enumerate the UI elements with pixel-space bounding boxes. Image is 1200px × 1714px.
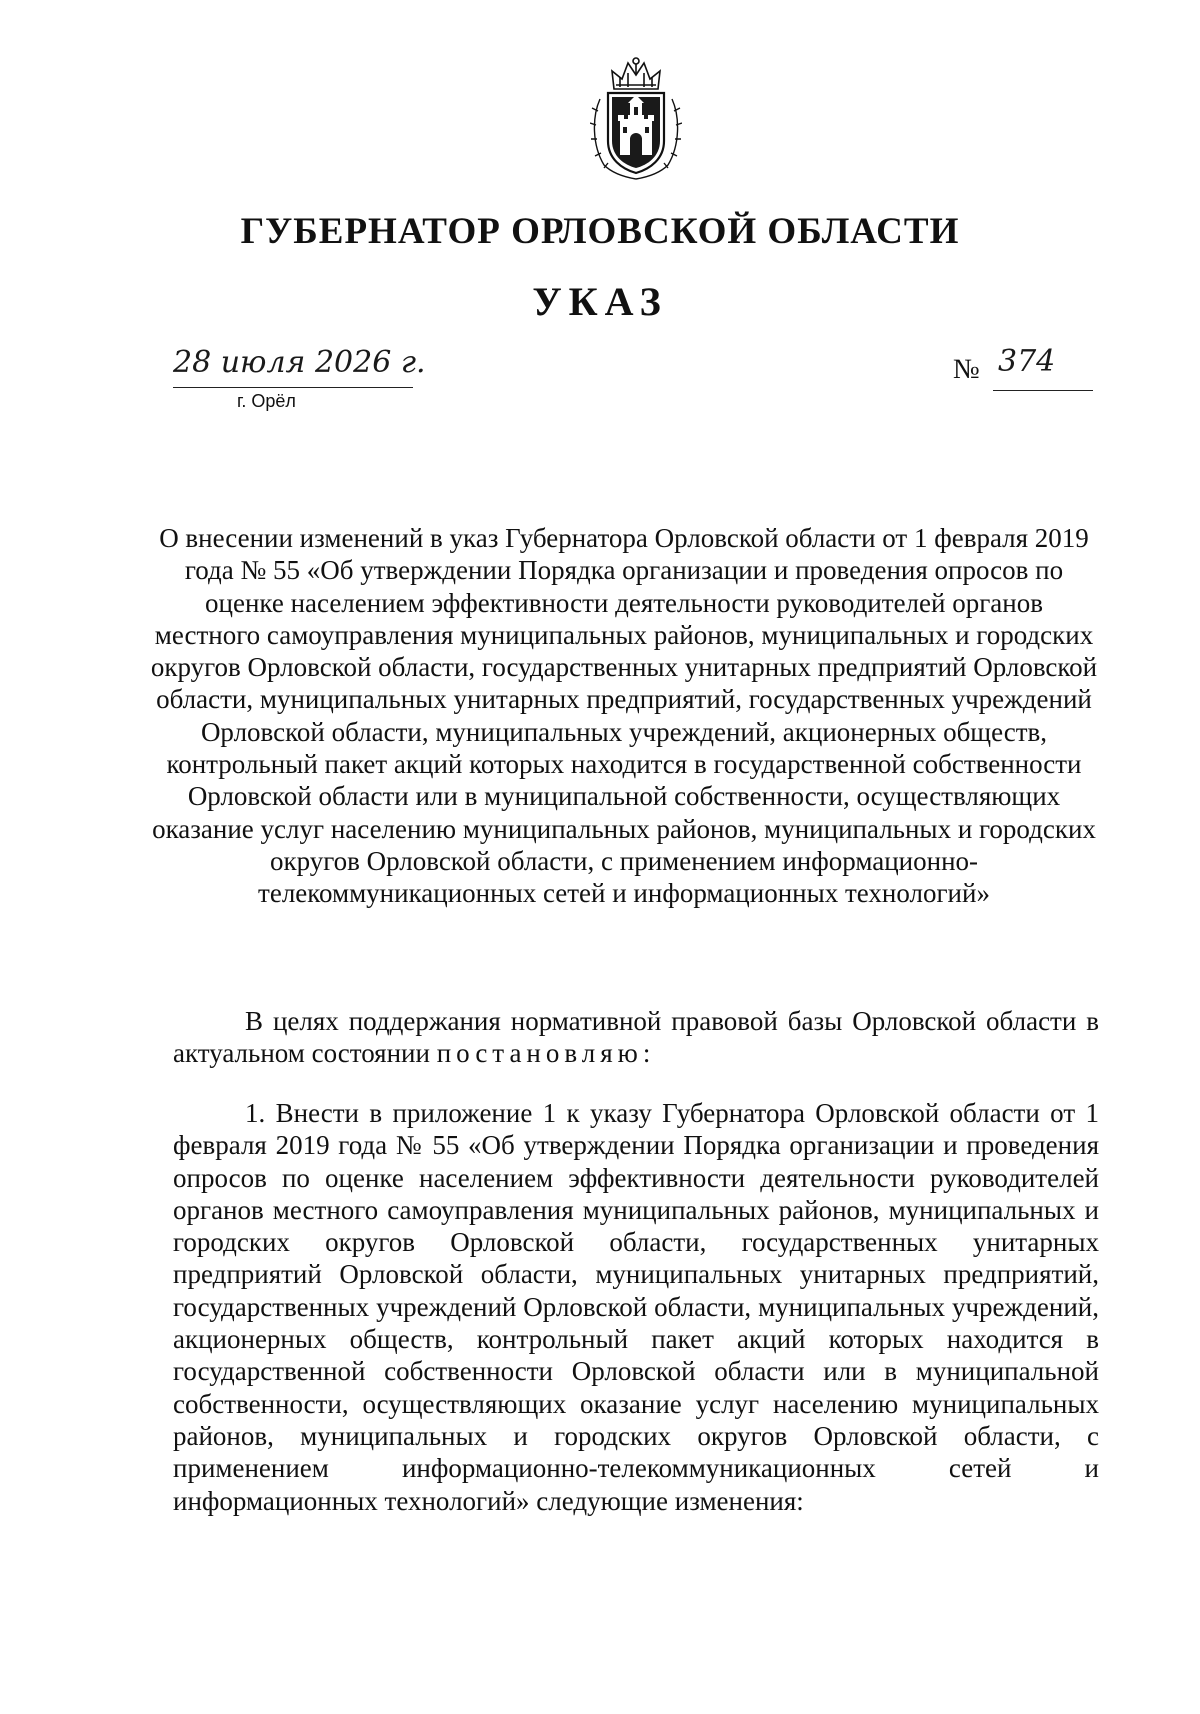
issuing-authority: ГУБЕРНАТОР ОРЛОВСКОЙ ОБЛАСТИ (240, 211, 960, 252)
handwritten-number: 374 (998, 344, 1056, 379)
number-block (953, 344, 1103, 396)
number-sign: № (953, 354, 980, 385)
place-of-issue: г. Орёл (237, 391, 296, 411)
preamble-text: В целях поддержания нормативной правовой базы Орловской области в актуальном состоянии (173, 1006, 1099, 1069)
number-underline (993, 390, 1093, 391)
coat-of-arms-icon (590, 55, 682, 181)
decree-colon: : (642, 1038, 651, 1069)
item-1-paragraph: 1. Внести в приложение 1 к указу Губернатора Орловской области от 1 февраля 2019 года № 55 «Об утверждении Порядка организации и проведения опросов по оценке населением эффективности деятельности руководителей органов местного самоуправления муниципальных районов, муниципальных и городских округов Орловской области, государственных унитарных предприятий Орловской области, муниципальных унитарных предприятий, государственных учреждений Орловской области, муниципальных учреждений, акционерных обществ, контрольный пакет акций которых находится в государственной собственности Орловской области или в муниципальной собственности, осуществляющих оказание услуг населению муниципальных районов, муниципальных и городских округов Орловской области, с применением информационно-телекоммуникационных сетей и информационных технологий» следующие изменения: (173, 1098, 1099, 1516)
handwritten-date: 28 июля 2026 г. (173, 345, 426, 380)
preamble-paragraph (173, 1005, 1099, 1070)
date-block (173, 345, 433, 411)
decree-word: постановляю (436, 1038, 643, 1069)
document-type: УКАЗ (532, 279, 668, 324)
document-subject: О внесении изменений в указ Губернатора Орловской области от 1 февраля 2019 года № 55 «Об утверждении Порядка организации и проведения опросов по оценке населением эффективности деятельности руководителей органов местного самоуправления муниципальных районов, муниципальных и городских округов Орловской области, государственных унитарных предприятий Орловской области, муниципальных унитарных предприятий, государственных учреждений Орловской области, муниципальных учреждений, акционерных обществ, контрольный пакет акций которых находится в государственной собственности Орловской области или в муниципальной собственности, осуществляющих оказание услуг населению муниципальных районов, муниципальных и городских округов Орловской области, с применением информационно-телекоммуникационных сетей и информационных технологий» (150, 523, 1098, 909)
date-underline (173, 387, 413, 388)
